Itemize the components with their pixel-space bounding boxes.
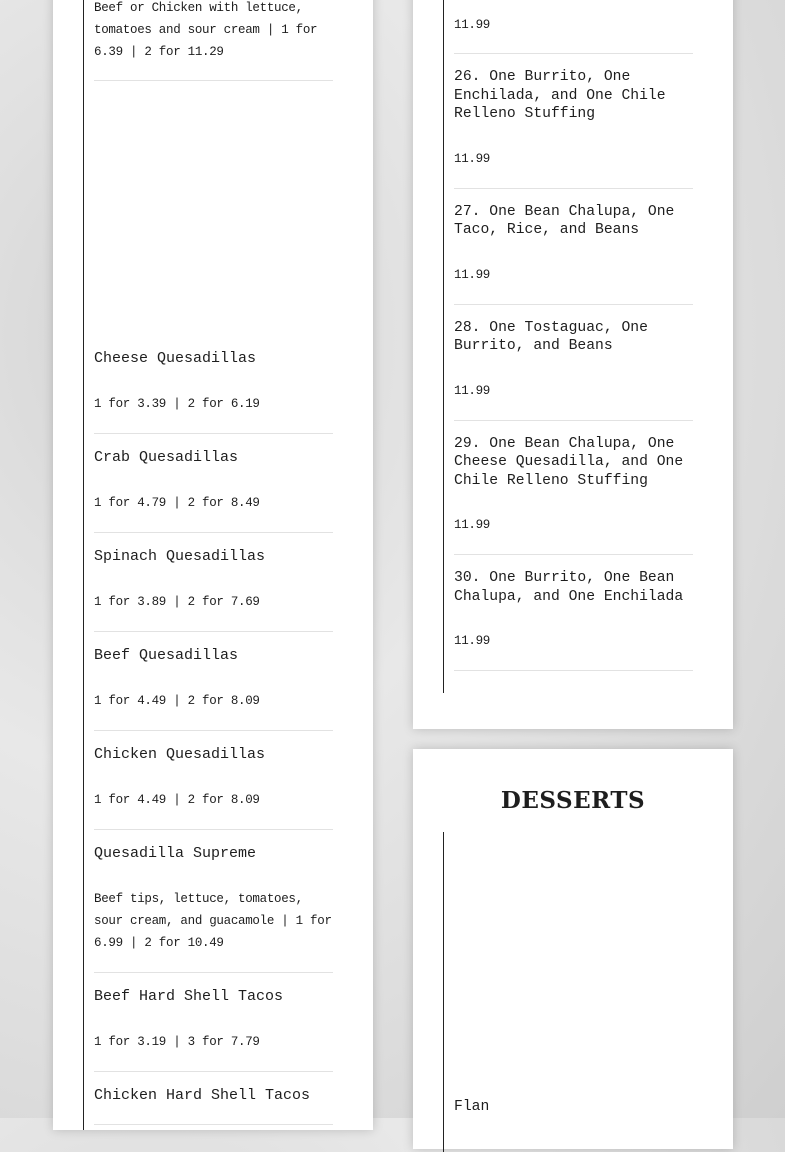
divider-line — [443, 0, 444, 693]
item-name: 30. One Burrito, One Bean Chalupa, and One Enchilada — [454, 570, 684, 605]
menu-card-desserts — [413, 749, 733, 1149]
item-name: Crab Quesadillas — [94, 449, 239, 466]
item-name: Flan — [454, 1099, 490, 1115]
section-title: DESSERTS — [500, 787, 646, 814]
menu-item — [454, 555, 693, 671]
item-name: Cheese Quesadillas — [94, 350, 257, 367]
item-price: 11.99 — [454, 151, 491, 166]
menu-item — [94, 830, 333, 973]
item-name: Chicken Hard Shell Tacos — [94, 1087, 311, 1104]
item-name: 26. One Burrito, One Enchilada, and One Chile Relleno Stuffing — [454, 69, 666, 122]
menu-item — [94, 1072, 333, 1125]
item-description: Beef or Chicken with lettuce, tomatoes and sour cream | 1 for 6.39 | 2 for 11.29 — [94, 1, 318, 59]
menu-item — [454, 14, 693, 54]
item-price: 1 for 3.39 | 2 for 6.19 — [94, 397, 260, 411]
menu-item — [94, 335, 333, 434]
menu-list — [454, 14, 693, 671]
blank-space — [94, 81, 333, 335]
menu-card-combinations — [413, 0, 733, 729]
item-price: 11.99 — [454, 267, 491, 282]
item-name: Beef Quesadillas — [94, 647, 239, 664]
item-name: Beef Hard Shell Tacos — [94, 988, 284, 1005]
item-price: 1 for 4.79 | 2 for 8.49 — [94, 496, 260, 510]
item-price: 1 for 3.19 | 3 for 7.79 — [94, 1035, 260, 1049]
item-price: 1 for 3.89 | 2 for 7.69 — [94, 595, 260, 609]
menu-list — [94, 0, 333, 1125]
menu-item — [454, 305, 693, 421]
divider-line — [83, 0, 84, 1130]
menu-list — [454, 1098, 693, 1117]
item-name: 28. One Tostaguac, One Burrito, and Beans — [454, 319, 648, 354]
menu-item — [94, 973, 333, 1072]
menu-item — [94, 632, 333, 731]
item-price: Beef tips, lettuce, tomatoes, sour cream, and guacamole | 1 for 6.99 | 2 for 10.49 — [94, 892, 332, 950]
item-name: 29. One Bean Chalupa, One Cheese Quesadilla, and One Chile Relleno Stuffing — [454, 435, 684, 489]
item-name: Chicken Quesadillas — [94, 746, 266, 763]
item-price: 11.99 — [454, 383, 491, 398]
item-name: Spinach Quesadillas — [94, 548, 266, 565]
menu-item — [94, 533, 333, 632]
item-name: 27. One Bean Chalupa, One Taco, Rice, and Beans — [454, 203, 675, 238]
menu-item — [454, 189, 693, 305]
menu-item — [454, 54, 693, 189]
item-price: 1 for 4.49 | 2 for 8.09 — [94, 694, 260, 708]
menu-item — [454, 421, 693, 556]
item-price: 11.99 — [454, 634, 491, 648]
menu-item — [94, 731, 333, 830]
item-price: 1 for 4.49 | 2 for 8.09 — [94, 793, 260, 807]
item-price: 11.99 — [454, 518, 491, 532]
item-price: 11.99 — [454, 18, 491, 32]
menu-card-quesadillas-tacos — [53, 0, 373, 1130]
divider-line — [443, 832, 444, 1152]
menu-item — [94, 0, 333, 81]
item-name: Quesadilla Supreme — [94, 845, 257, 862]
menu-item — [94, 434, 333, 533]
